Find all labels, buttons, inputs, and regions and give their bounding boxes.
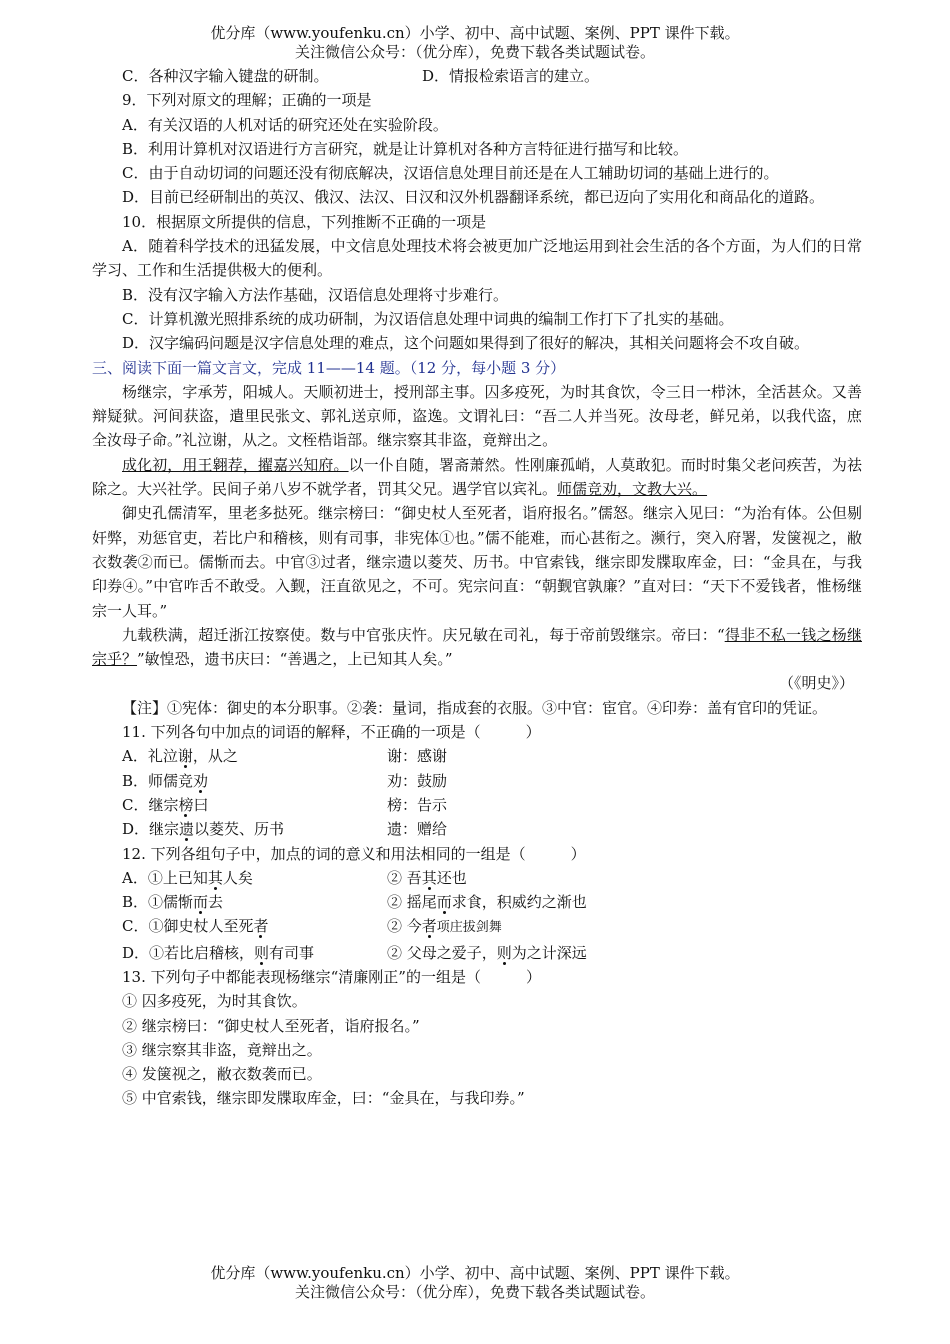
q12-option: D．①若比启稽核，则有司事 ② 父母之爱子，则为之计深远 [122, 943, 587, 962]
q12-option: B．①儒惭而去 ② 摇尾而求食，积威约之渐也 [122, 893, 587, 912]
passage-source: （《明史》） [778, 674, 854, 693]
dotted-word: 其 [207, 868, 223, 887]
q10-stem: 10．根据原文所提供的信息，下列推断不正确的一项是 [122, 212, 487, 231]
dotted-word: 其 [421, 868, 437, 887]
dotted-word: 则 [254, 943, 270, 962]
dotted-word: 者 [253, 917, 269, 936]
underlined-sentence-2: 师儒竞劝，文教大兴。 [557, 480, 708, 499]
q11-explanation: 榜：告示 [387, 795, 448, 814]
q11-explanation: 谢：感谢 [387, 747, 448, 766]
q11-stem: 11. 下列各句中加点的词语的解释，不正确的一项是（ ） [122, 723, 541, 742]
header-line-1: 优分库（www.youfenku.cn）小学、初中、高中试题、案例、PPT 课件下载。 [210, 24, 740, 42]
dotted-word: 遗 [179, 820, 195, 839]
passage-paragraph-4 [92, 623, 862, 672]
q11-option: D．继宗遗以菱芡、历书 遗：赠给 [92, 817, 862, 841]
q11-option: A．礼泣谢，从之 谢：感谢 [92, 744, 862, 768]
q12-option: C．①御史杖人至死者 ② 今者项庄拔剑舞 [122, 917, 502, 936]
q8-options-cd [92, 64, 862, 88]
passage-paragraph-2 [92, 453, 862, 502]
q9-stem: 9．下列对原文的理解；正确的一项是 [122, 91, 372, 110]
q13-stem: 13. 下列句子中都能表现杨继宗“清廉刚正”的一组是（ ） [122, 967, 541, 986]
q9-option-c: C．由于自动切词的问题还没有彻底解决，汉语信息处理目前还是在人工辅助切词的基础上进行的。 [122, 164, 779, 183]
q11-explanation: 遗：赠给 [387, 820, 448, 839]
dotted-word: 而 [436, 893, 452, 912]
q8-option-d: D．情报检索语言的建立。 [422, 67, 600, 85]
dotted-word: 者 [421, 917, 437, 936]
dotted-word: 而 [193, 893, 209, 912]
q8-option-c: C．各种汉字输入键盘的研制。 [122, 67, 329, 85]
q12-stem: 12. 下列各组句子中，加点的词的意义和用法相同的一组是（ ） [122, 844, 586, 863]
q13-item-3: ③ 继宗察其非盗，竟辩出之。 [122, 1040, 322, 1059]
q12-options [92, 866, 862, 965]
q13-item-4: ④ 发箧视之，敝衣数袭而已。 [122, 1065, 322, 1084]
q12-option: A．①上已知其人矣 ② 吾其还也 [122, 868, 467, 887]
dotted-word: 劝 [193, 771, 209, 790]
passage-paragraph-1: 杨继宗，字承芳，阳城人。天顺初进士，授刑部主事。囚多疫死，为时其食饮，令三日一栉沐，全活甚众。又善辩疑狱。河间获盗，遣里民张文、郭礼送京师，盗逸。文谓礼曰：“吾二人并当死。汝母老，鲜兄弟，以我代盗，庶全汝母子命。”礼泣谢，从之。文桎梏诣部。继宗察其非盗，竟辩出之。 [92, 382, 862, 450]
q9-option-d: D．目前已经研制出的英汉、俄汉、法汉、日汉和汉外机器翻译系统，都已迈向了实用化和商品化的道路。 [122, 188, 825, 207]
q10-option-d: D．汉字编码问题是汉字信息处理的难点，这个问题如果得到了很好的解决，其相关问题将会不攻自破。 [122, 334, 810, 353]
passage-paragraph-3: 御史孔儒清军，里老多挞死。继宗榜曰：“御史杖人至死者，诣府报名。”儒怒。继宗入见曰：“为治有体。公但剔奸弊，劝惩官吏，若比户和稽核，则有司事，非宪体①也。”儒不能难，而心甚衔之。濒行，突入府署，发箧视之，敝衣数袭②而已。儒惭而去。中官③过者，继宗遗以菱芡、历书。中官索钱，继宗即发牒取库金，曰：“金具在，与我印券④。”中官咋舌不敢受。入觐，汪直欲见之，不可。宪宗问直：“朝觐官孰廉？”直对曰：“天下不爱钱者，惟杨继宗一人耳。” [92, 504, 862, 620]
passage-paragraph-4-text-a: 九载秩满，超迁浙江按察使。数与中官张庆忤。庆兄敏在司礼，每于帝前毁继宗。帝曰：“ [122, 625, 725, 644]
q11-option: B．师儒竞劝 劝：鼓励 [92, 769, 862, 793]
page-footer [0, 1264, 950, 1302]
dotted-word: 榜 [178, 795, 194, 814]
header-line-2: 关注微信公众号：（优分库），免费下载各类试题试卷。 [294, 43, 655, 61]
footer-line-2: 关注微信公众号：（优分库），免费下载各类试题试卷。 [294, 1283, 655, 1301]
dotted-word: 则 [496, 943, 512, 962]
q9-option-a: A．有关汉语的人机对话的研究还处在实验阶段。 [122, 115, 448, 134]
underlined-sentence-3: 得非不私一钱之杨继宗乎？ [92, 625, 862, 669]
footer-line-1: 优分库（www.youfenku.cn）小学、初中、高中试题、案例、PPT 课件下载。 [210, 1264, 740, 1282]
passage-paragraph-4-text-b: ”敏惶恐，遗书庆曰：“善遇之，上已知其人矣。” [137, 650, 453, 669]
q13-item-5: ⑤ 中官索钱，继宗即发牒取库金，曰：“金具在，与我印券。” [122, 1089, 525, 1108]
passage-paragraph-2-text: 以一仆自随，署斋萧然。性刚廉孤峭，人莫敢犯。而时时集父老问疾苦，为祛除之。大兴社学。民间子弟八岁不就学者，罚其父兄。遇学官以宾礼。 [92, 455, 862, 499]
passage-note: 【注】①宪体：御史的本分职事。②袭：量词，指成套的衣服。③中官：宦官。④印券：盖有官印的凭证。 [122, 698, 828, 717]
q10-option-a: A．随着科学技术的迅猛发展，中文信息处理技术将会被更加广泛地运用到社会生活的各个方面，为人们的日常学习、工作和生活提供极大的便利。 [92, 237, 862, 280]
document-body [92, 64, 862, 1111]
q11-explanation: 劝：鼓励 [387, 771, 448, 790]
underlined-sentence-1: 成化初，用王翱荐，擢嘉兴知府。 [122, 455, 349, 474]
q10-option-c: C．计算机激光照排系统的成功研制，为汉语信息处理中词典的编制工作打下了扎实的基础。 [122, 309, 734, 328]
q11-option: C．继宗榜曰 榜：告示 [92, 793, 862, 817]
q10-option-b: B．没有汉字输入方法作基础，汉语信息处理将寸步难行。 [122, 285, 509, 304]
page-header [0, 24, 950, 62]
dotted-word: 谢 [177, 747, 193, 766]
section-3-title: 三、阅读下面一篇文言文，完成 11——14 题。（12 分，每小题 3 分） [92, 358, 566, 377]
q9-option-b: B．利用计算机对汉语进行方言研究，就是让计算机对各种方言特征进行描写和比较。 [122, 139, 689, 158]
q13-item-2: ② 继宗榜曰：“御史杖人至死者，诣府报名。” [122, 1016, 420, 1035]
q11-options [92, 744, 862, 841]
q13-item-1: ① 囚多疫死，为时其食饮。 [122, 992, 307, 1011]
